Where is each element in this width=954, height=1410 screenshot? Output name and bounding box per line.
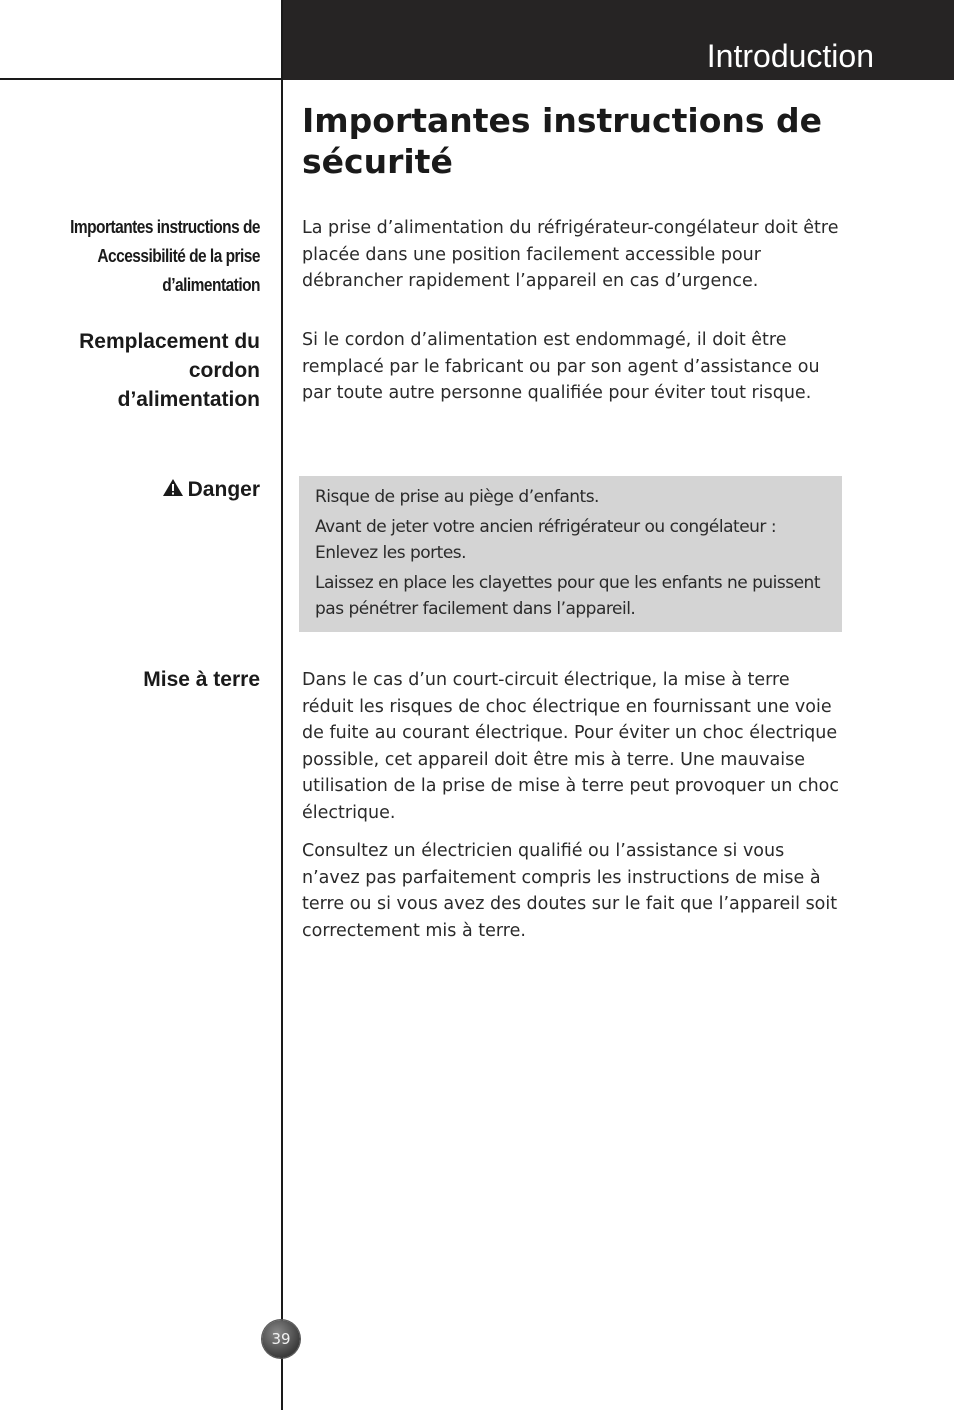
earth-paragraph-2: Consultez un électricien qualifié ou l’assistance si vous n’avez pas parfaitement compris les instructions de mise à terre ou si vous avez des doutes sur le fait que l’appareil soit correctement mis à terre. — [302, 841, 838, 941]
sidebar-label-line: d’alimentation — [162, 275, 260, 295]
section-title: Introduction — [706, 38, 874, 74]
sidebar-label-line: Accessibilité de la prise — [97, 246, 260, 266]
danger-line: Laissez en place les clayettes pour que les enfants ne puissent pas pénétrer facilement dans l’appareil. — [315, 573, 820, 619]
sidebar-label-line: d’alimentation — [117, 388, 260, 411]
sidebar-label-earth: Mise à terre — [143, 668, 260, 691]
sidebar-label-line: cordon — [188, 359, 260, 382]
danger-box — [299, 476, 842, 632]
sidebar-label-line: Remplacement du — [79, 330, 260, 353]
sidebar-label-danger — [10, 475, 260, 505]
header-rule — [0, 78, 283, 80]
sidebar-label-line: Importantes instructions de — [70, 217, 260, 237]
header-band — [283, 0, 954, 80]
warning-triangle-icon — [162, 476, 184, 505]
accessibility-paragraph: La prise d’alimentation du réfrigérateur-congélateur doit être placée dans une position facilement accessible pour débrancher rapidement l’appareil en cas d’urgence. — [302, 218, 839, 291]
margin-divider — [281, 0, 283, 1410]
danger-line: Avant de jeter votre ancien réfrigérateur ou congélateur : Enlevez les portes. — [315, 517, 777, 563]
earth-paragraph-1: Dans le cas d’un court-circuit électrique, la mise à terre réduit les risques de choc électrique en fournissant une voie de fuite au courant électrique. Pour éviter un choc électrique possible, cet appareil doit être mis à terre. Une mauvaise utilisation de la prise de mise à terre peut provoquer un choc électrique. — [302, 670, 839, 823]
sidebar-label-cord — [10, 327, 260, 414]
page-number: 39 — [262, 1320, 300, 1358]
cord-paragraph: Si le cordon d’alimentation est endommagé, il doit être remplacé par le fabricant ou par son agent d’assistance ou par toute autre personne qualifiée pour éviter tout risque. — [302, 330, 820, 403]
page-title: Importantes instructions de sécurité — [302, 101, 822, 181]
danger-label: Danger — [187, 478, 260, 501]
sidebar-label-accessibility — [11, 213, 260, 300]
danger-line: Risque de prise au piège d’enfants. — [315, 487, 599, 507]
